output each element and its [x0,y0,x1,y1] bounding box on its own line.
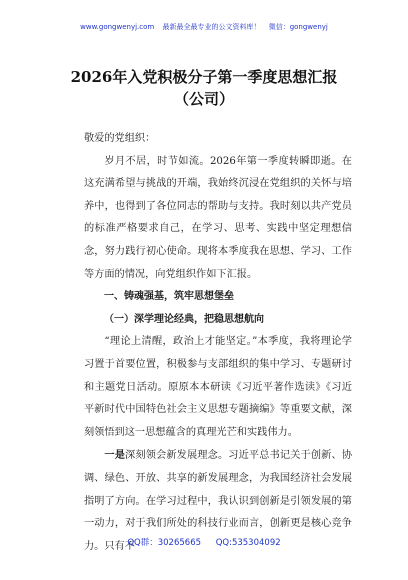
document-title [0,66,408,110]
title-line-2: （公司） [173,90,234,108]
document-body [84,128,352,558]
paragraph-intro: 岁月不居，时节如流。2026年第一季度转瞬即逝。在这充满希望与挑战的开端，我始终沉浸在党组织的关怀与培养中，也得到了各位同志的帮助与支持。我时刻以共产党员的标准严格要求自己，在学习、思考、实践中坚定理想信念，努力践行初心使命。现将本季度我在思想、学习、工作等方面的情况，向党组织作如下汇报。 [84,155,352,280]
salutation: 敬爱的党组织： [84,133,156,144]
paragraph-theory: “理论上清醒，政治上才能坚定。”本季度，我将理论学习置于首要位置，积极参与支部组织的集中学习、专题研讨和主题党日活动。原原本本研读《习近平著作选读》《习近平新时代中国特色社会主义思想专题摘编》等重要文献，深刻领悟到这一思想蕴含的真理光芒和实践伟力。 [84,336,352,438]
footer-qq-group: QQ群：30265665 [127,538,202,548]
point-text: 深刻领会新发展理念。习近平总书记关于创新、协调、绿色、开放、共享的新发展理念，为我国经济社会发展指明了方向。在学习过程中，我认识到创新是引领发展的第一动力，对于我们所处的科技行业而言，创新更是核心竞争力。只有不 [84,450,353,552]
section-heading-1: 一、铸魂强基，筑牢思想堡垒 [104,291,234,303]
website-link[interactable]: www.gongwenyj.com [80,23,155,31]
subsection-heading-1: （一）深学理论经典，把稳思想航向 [104,313,264,325]
page-footer [0,536,408,548]
wechat-text: 微信：gongwenyj [268,23,328,31]
slogan-text: 最新最全最专业的公文资料库！ [162,23,261,31]
title-line-1: 2026年入党积极分子第一季度思想汇报 [70,68,338,86]
footer-qq: QQ:535304092 [215,538,281,548]
point-lead: 一是 [104,449,126,462]
top-banner [0,22,408,32]
